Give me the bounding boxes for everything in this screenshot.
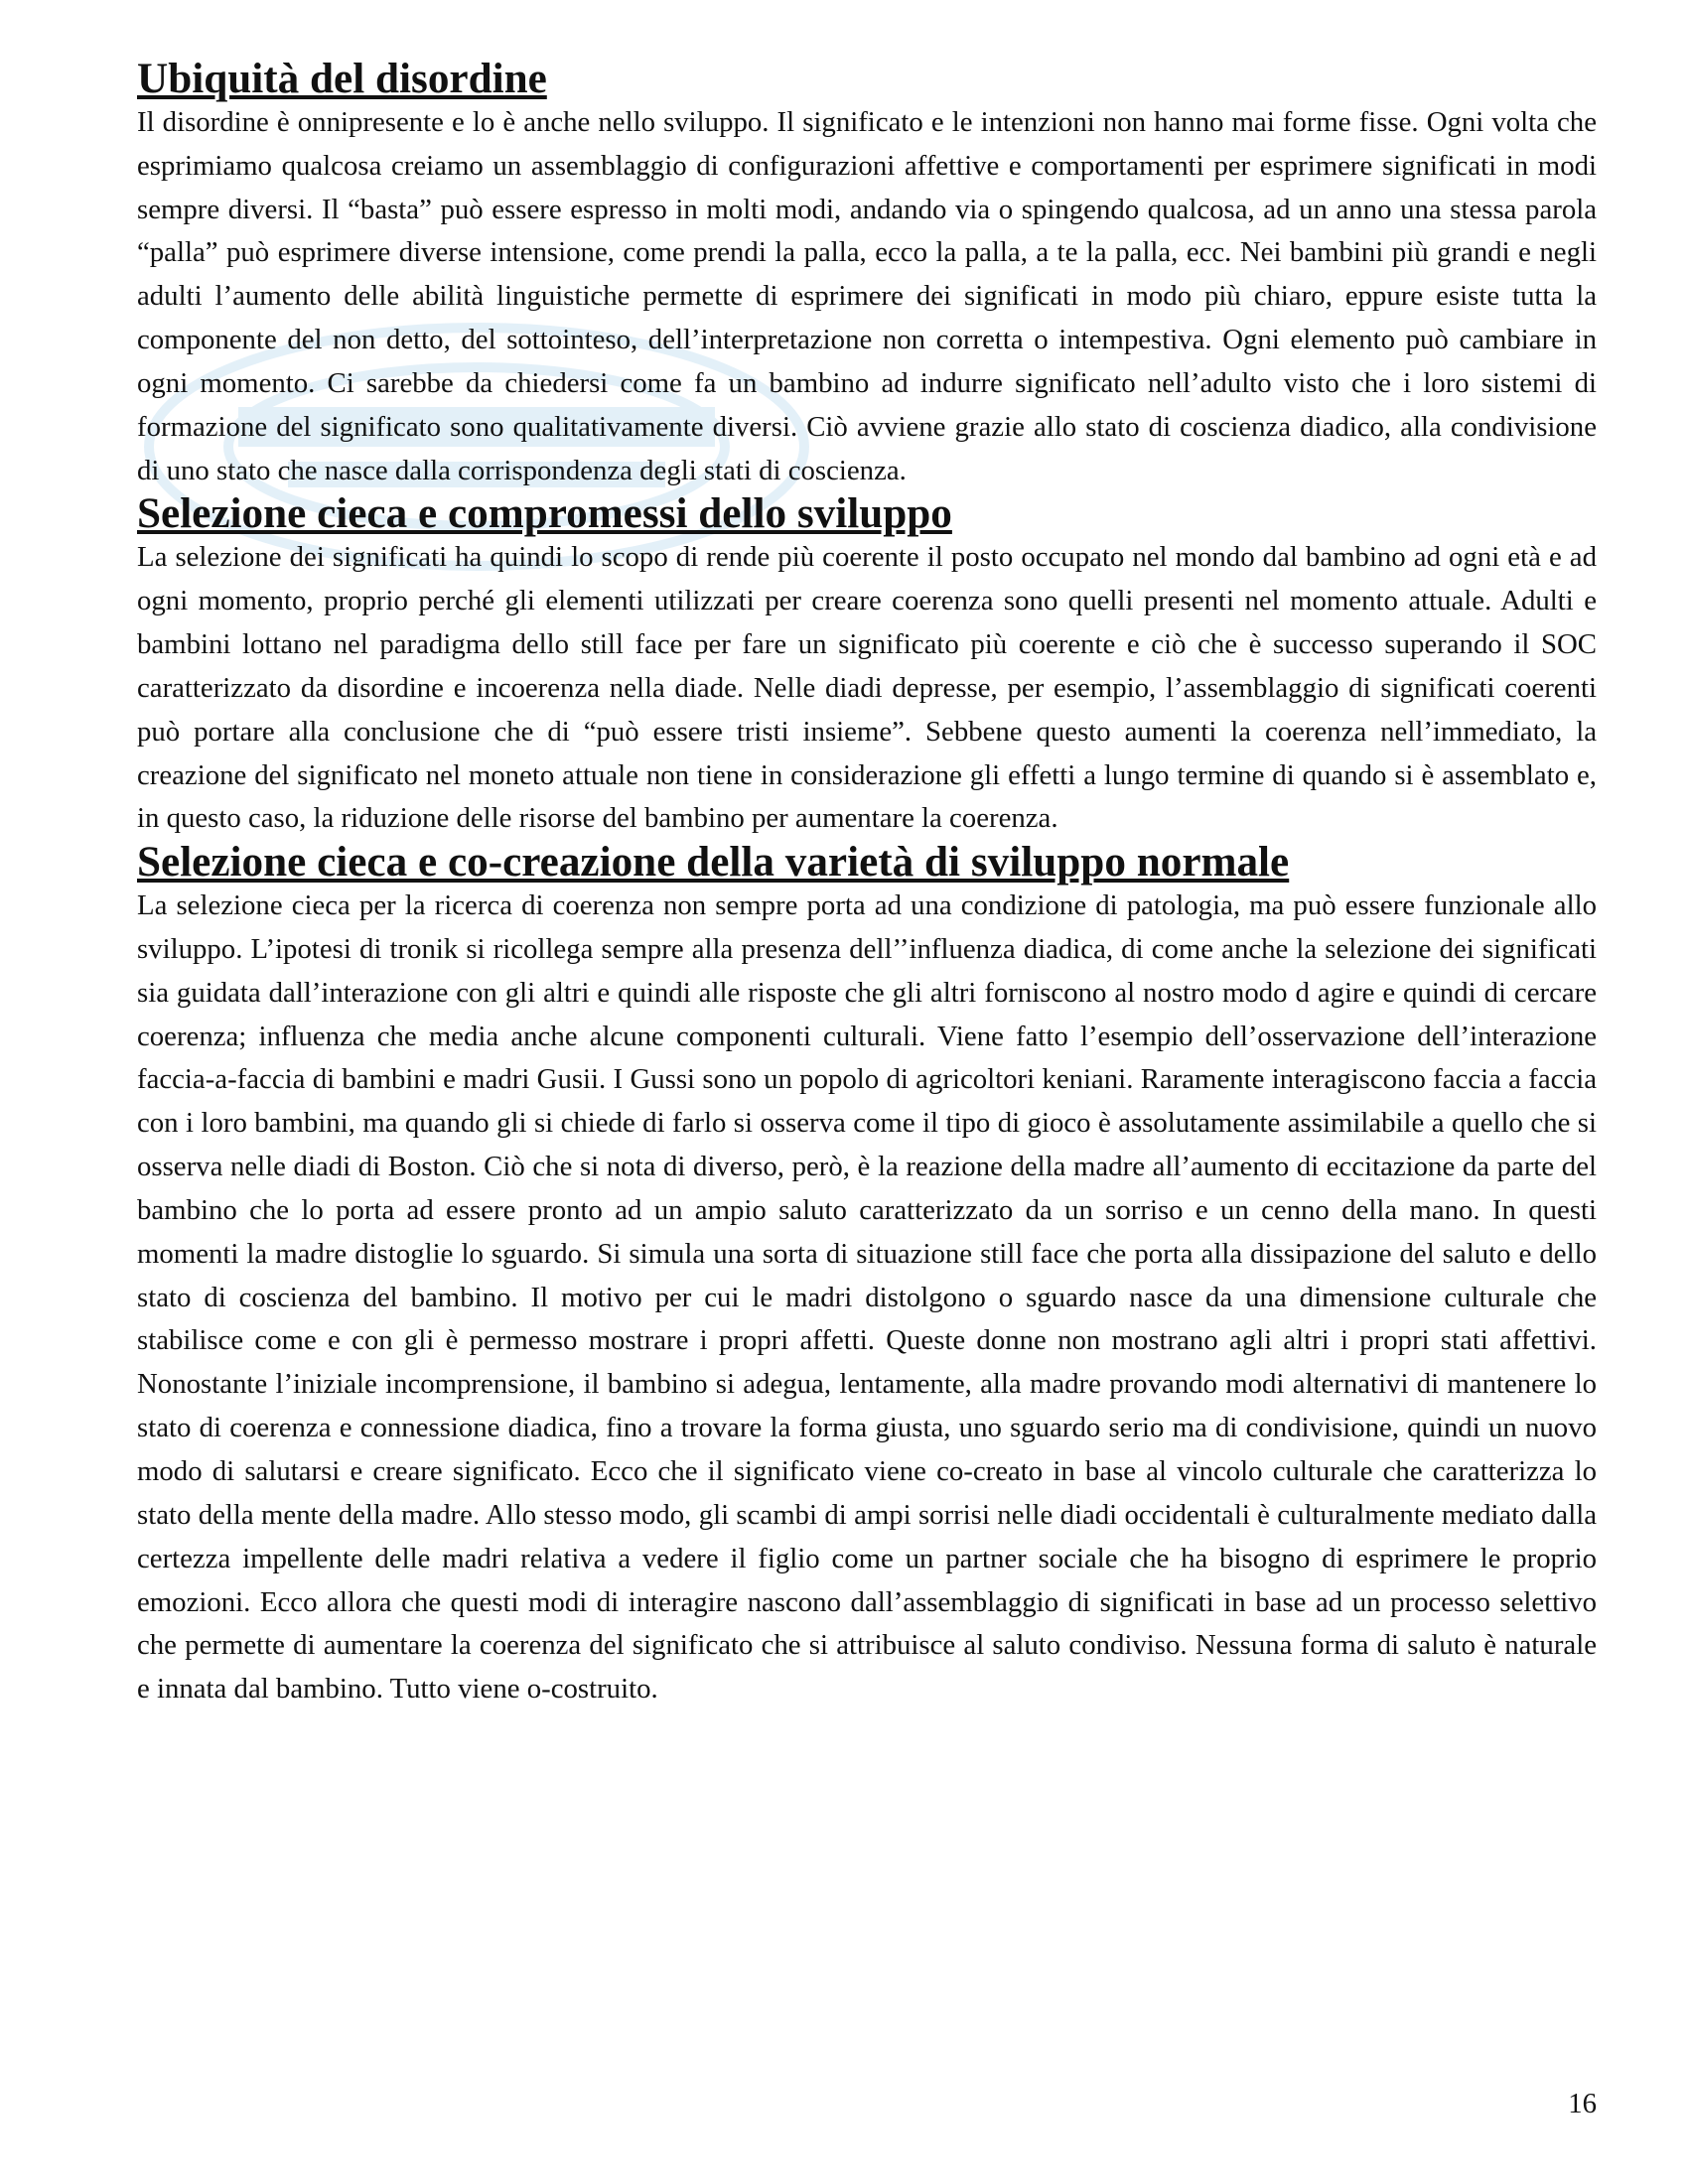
- section-body-compromessi: La selezione dei significati ha quindi lo scopo di rende più coerente il posto occupato nel mondo dal bambino ad ogni età e ad ogni momento, proprio perché gli elementi utilizzati per creare coerenza sono quelli presenti nel momento attuale. Adulti e bambini lottano nel paradigma dello still face per fare un significato più coerente e ciò che è successo superando il SOC caratterizzato da disordine e incoerenza nella diade. Nelle diadi depresse, per esempio, l’assemblaggio di significati coerenti può portare alla conclusione che di “può essere tristi insieme”. Sebbene questo aumenti la coerenza nell’immediato, la creazione del significato nel moneto attuale non tiene in considerazione gli effetti a lungo termine di quando si è assemblato e, in questo caso, la riduzione delle risorse del bambino per aumentare la coerenza.: [137, 541, 1597, 835]
- section-heading-co-creazione: Selezione cieca e co-creazione della varietà di sviluppo normale: [137, 839, 1290, 887]
- section-body-ubiquita: Il disordine è onnipresente e lo è anche nello sviluppo. Il significato e le intenzioni non hanno mai forme fisse. Ogni volta che esprimiamo qualcosa creiamo un assemblaggio di configurazioni affettive e comportamenti per esprimere significati in modi sempre diversi. Il “basta” può essere espresso in molti modi, andando via o spingendo qualcosa, ad un anno una stessa parola “palla” può esprimere diverse intensione, come prendi la palla, ecco la palla, a te la palla, ecc. Nei bambini più grandi e negli adulti l’aumento delle abilità linguistiche permette di esprimere dei significati in modo più chiaro, eppure esiste tutta la componente del non detto, del sottointeso, dell’interpretazione non corretta o intempestiva. Ogni elemento può cambiare in ogni momento. Ci sarebbe da chiedersi come fa un bambino ad indurre significato nell’adulto visto che i loro sistemi di formazione del significato sono qualitativamente diversi. Ciò avviene grazie allo stato di coscienza diadico, alla condivisione di uno stato che nasce dalla corrispondenza degli stati di coscienza.: [137, 105, 1597, 486]
- section-body-co-creazione: La selezione cieca per la ricerca di coerenza non sempre porta ad una condizione di patologia, ma può essere funzionale allo sviluppo. L’ipotesi di tronik si ricollega sempre alla presenza dell’’influenza diadica, di come anche la selezione dei significati sia guidata dall’interazione con gli altri e quindi alle risposte che gli altri forniscono al nostro modo d agire e quindi di cercare coerenza; influenza che media anche alcune componenti culturali. Viene fatto l’esempio dell’osservazione dell’interazione faccia-a-faccia di bambini e madri Gusii. I Gussi sono un popolo di agricoltori keniani. Raramente interagiscono faccia a faccia con i loro bambini, ma quando gli si chiede di farlo si osserva come il tipo di gioco è assolutamente assimilabile a quello che si osserva nelle diadi di Boston. Ciò che si nota di diverso, però, è la reazione della madre all’aumento di eccitazione da parte del bambino che lo porta ad essere pronto ad un ampio saluto caratterizzato da un sorriso e un cenno della mano. In questi momenti la madre distoglie lo sguardo. Si simula una sorta di situazione still face che porta alla dissipazione del saluto e dello stato di coscienza del bambino. Il motivo per cui le madri distolgono o sguardo nasce da una dimensione culturale che stabilisce come e con gli è permesso mostrare i propri affetti. Queste donne non mostrano agli altri i propri stati affettivi. Nonostante l’iniziale incomprensione, il bambino si adegua, lentamente, alla madre provando modi alternativi di mantenere lo stato di coerenza e connessione diadica, fino a trovare la forma giusta, uno sguardo serio ma di condivisione, quindi un nuovo modo di salutarsi e creare significato. Ecco che il significato viene co-creato in base al vincolo culturale che caratterizza lo stato della mente della madre. Allo stesso modo, gli scambi di ampi sorrisi nelle diadi occidentali è culturalmente mediato dalla certezza impellente delle madri relativa a vedere il figlio come un partner sociale che ha bisogno di esprimere le proprio emozioni. Ecco allora che questi modi di interagire nascono dall’assemblaggio di significati in base ad un processo selettivo che permette di aumentare la coerenza del significato che si attribuisce al saluto condiviso. Nessuna forma di saluto è naturale e innata dal bambino. Tutto viene o-costruito.: [137, 889, 1597, 1706]
- section-heading-ubiquita: Ubiquità del disordine: [137, 56, 547, 102]
- section-heading-compromessi: Selezione cieca e compromessi dello sviluppo: [137, 490, 952, 538]
- document-page: [137, 58, 1597, 1711]
- page-number: 16: [1568, 2088, 1597, 2119]
